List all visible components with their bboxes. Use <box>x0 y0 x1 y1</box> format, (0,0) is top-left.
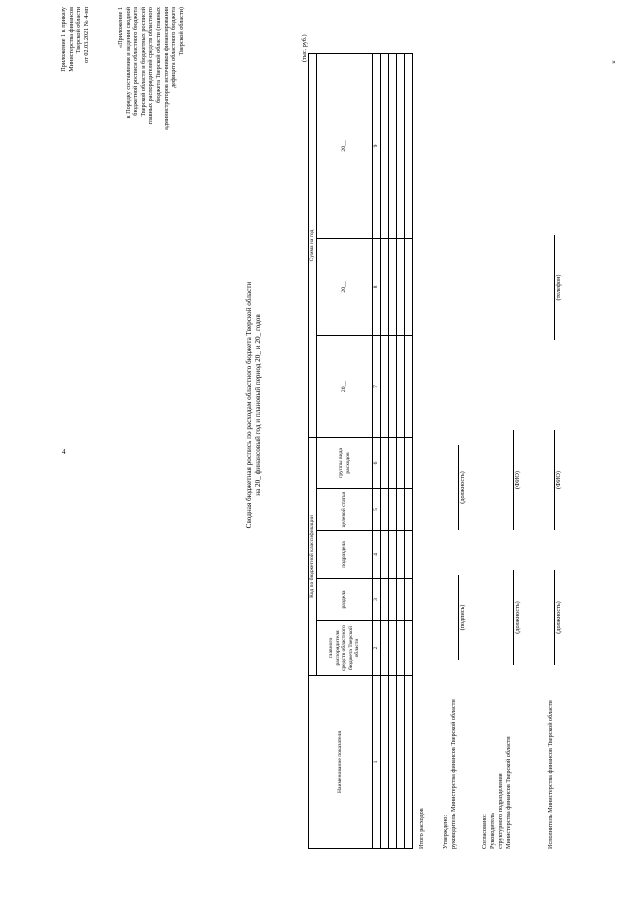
col-num: 2 <box>373 621 381 676</box>
document-title <box>245 55 263 755</box>
approved-position: руководитель Министерства финансов Тверской области <box>450 699 457 849</box>
col-header-group: группы вида расходов <box>317 437 373 488</box>
col-num: 3 <box>373 579 381 621</box>
col-group-sum: Сумма на год <box>309 53 317 437</box>
col-header-grbs: главного распорядителя средств областного бюджета Тверской области <box>317 621 373 676</box>
order-appendix-block <box>117 7 185 200</box>
order-appendix-line: бюджета Тверской области (главных <box>154 7 162 104</box>
order-appendix-line: к Порядку составления и ведения сводной <box>124 7 132 119</box>
order-appendix-line: Тверской области) <box>177 7 185 56</box>
appendix-line: Министерства финансов <box>67 7 75 72</box>
closing-quote-mark: » <box>612 58 616 66</box>
agreed-fio-caption: (ФИО) <box>514 471 521 489</box>
page-number: 4 <box>62 448 66 456</box>
col-header-year-3: 20__ <box>317 53 373 238</box>
col-num: 1 <box>373 676 381 849</box>
col-num: 9 <box>373 53 381 238</box>
approved-position-caption: (должность) <box>459 471 466 504</box>
table-row <box>405 53 413 848</box>
total-label: Итого расходов <box>418 808 425 849</box>
agreed-line: Министерства финансов Тверской области <box>505 736 512 849</box>
column-numbers-row <box>373 53 381 848</box>
col-num: 7 <box>373 335 381 437</box>
executor-label: Исполнитель Министерства финансов Тверской области <box>547 700 554 849</box>
agreed-position-caption: (должность) <box>514 601 521 634</box>
order-appendix-line: Тверской области и бюджетных росписей <box>139 7 147 117</box>
appendix-block <box>60 7 90 125</box>
order-appendix-line: администраторов источников финансирования <box>162 7 170 130</box>
col-header-name: Наименование показателя <box>309 676 373 849</box>
order-appendix-line: главных распорядителей средств областного <box>147 7 155 125</box>
col-num: 6 <box>373 437 381 488</box>
agreed-line: структурного подразделения <box>497 773 504 849</box>
title-line-2: на 20_ финансовый год и плановый период 20_ и 20_ годов <box>254 314 262 496</box>
agreed-label: Согласовано: <box>481 814 488 849</box>
appendix-line: Приложение 1 к приказу <box>60 7 67 72</box>
table-row <box>381 53 389 848</box>
col-num: 8 <box>373 238 381 335</box>
executor-position-caption: (должность) <box>555 601 562 634</box>
col-header-year-2: 20__ <box>317 238 373 335</box>
executor-fio-caption: (ФИО) <box>555 471 562 489</box>
table-row <box>397 53 405 848</box>
table-row <box>389 53 397 848</box>
order-appendix-line: «Приложение 1 <box>117 7 124 48</box>
approved-signature-caption: (подпись) <box>459 604 466 631</box>
col-num: 4 <box>373 531 381 579</box>
agreed-line: Руководитель <box>489 813 496 849</box>
col-header-target: целевой статьи <box>317 489 373 531</box>
appendix-line: от 02.03.2021 № 4-нп <box>82 7 90 63</box>
executor-phone-caption: (телефон) <box>555 274 562 301</box>
appendix-line: Тверской области <box>75 7 83 54</box>
approved-label: Утверждено: <box>442 814 449 849</box>
title-line-1: Сводная бюджетная роспись по расходам областного бюджета Тверской области <box>245 281 253 529</box>
budget-table <box>308 53 413 849</box>
units-label: (тыс. руб.) <box>301 34 308 62</box>
col-header-section: раздела <box>317 579 373 621</box>
order-appendix-line: бюджетной росписи областного бюджета <box>132 7 140 116</box>
col-header-year-1: 20__ <box>317 335 373 437</box>
col-group-code: Код по бюджетной классификации <box>309 437 317 675</box>
col-header-subsection: подраздела <box>317 531 373 579</box>
order-appendix-line: дефицита областного бюджета <box>170 7 178 88</box>
col-num: 5 <box>373 489 381 531</box>
